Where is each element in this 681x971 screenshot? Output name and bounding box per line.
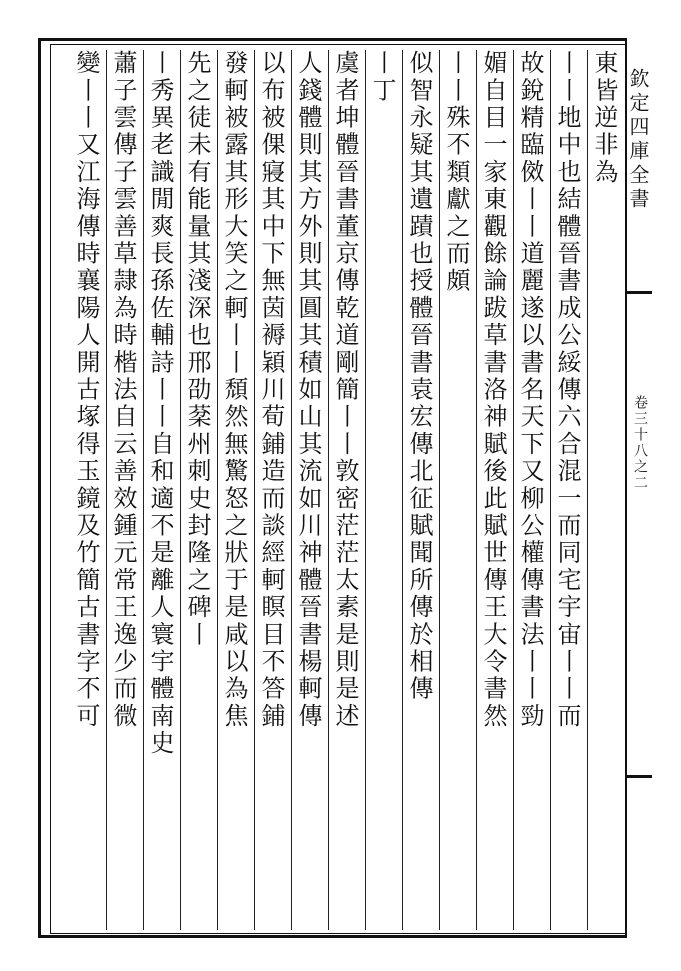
column-rule [587, 50, 588, 930]
column-rule [365, 50, 366, 930]
text-column: 媚自目一家東觀餘論跋草書洛神賦後此賦世傳王大令書然 [479, 50, 507, 730]
column-rule [513, 50, 514, 930]
text-column: 丨丨殊不類獻之而頗 [442, 50, 470, 295]
banxin-juan: 卷三十八之二 [632, 395, 648, 491]
text-column: 故銳精臨傚丨丨道麗遂以書名天下又柳公權傳書法丨丨勁 [516, 50, 544, 730]
text-column: 發軻被露其形大笑之軻丨丨頹然無驚怒之狀于是咸以為焦 [220, 50, 248, 730]
text-column: 丨丁 [368, 50, 396, 105]
column-rule [402, 50, 403, 930]
text-column: 人錢體則其方外則其圓其積如山其流如川神體晉書楊軻傳 [294, 50, 322, 730]
column-rule [254, 50, 255, 930]
text-column: 以布被倮寢其中下無茵褥穎川荀鋪造而談經軻瞑目不答鋪 [257, 50, 285, 730]
column-rule [217, 50, 218, 930]
text-column: 似智永疑其遺蹟也授體晉書袁宏傳北征賦聞所傳於相傳 [405, 50, 433, 703]
text-column: 東皆逆非為 [590, 50, 618, 186]
fish-tail-mark-top [627, 291, 652, 294]
column-rule [476, 50, 477, 930]
column-rule [143, 50, 144, 930]
column-rule [291, 50, 292, 930]
banxin-title: 欽定四庫全書 [626, 68, 650, 212]
text-column: 丨丨地中也結體晉書成公綏傳六合混一而同宅宇宙丨丨而 [553, 50, 581, 730]
column-rule [550, 50, 551, 930]
text-column: 虞者坤體晉書董京傳乾道剛簡丨丨敦密茫茫太素是則是述 [331, 50, 359, 730]
fish-tail-mark-bottom [627, 775, 652, 778]
column-rule [106, 50, 107, 930]
column-rule [439, 50, 440, 930]
text-columns [54, 50, 622, 930]
text-column: 丨秀異老識閒爽長孫佐輔詩丨丨自和適不是離人寰宇體南史 [146, 50, 174, 758]
text-column: 蕭子雲傳子雲善草隷為時楷法自云善效鍾元常王逸少而微 [109, 50, 137, 730]
column-rule [328, 50, 329, 930]
column-rule [180, 50, 181, 930]
text-column: 變丨丨又江海傳時襄陽人開古塚得玉鏡及竹簡古書字不可 [72, 50, 100, 730]
text-column: 先之徒未有能量其淺深也邢劭棻州刺史封隆之碑丨 [183, 50, 211, 649]
